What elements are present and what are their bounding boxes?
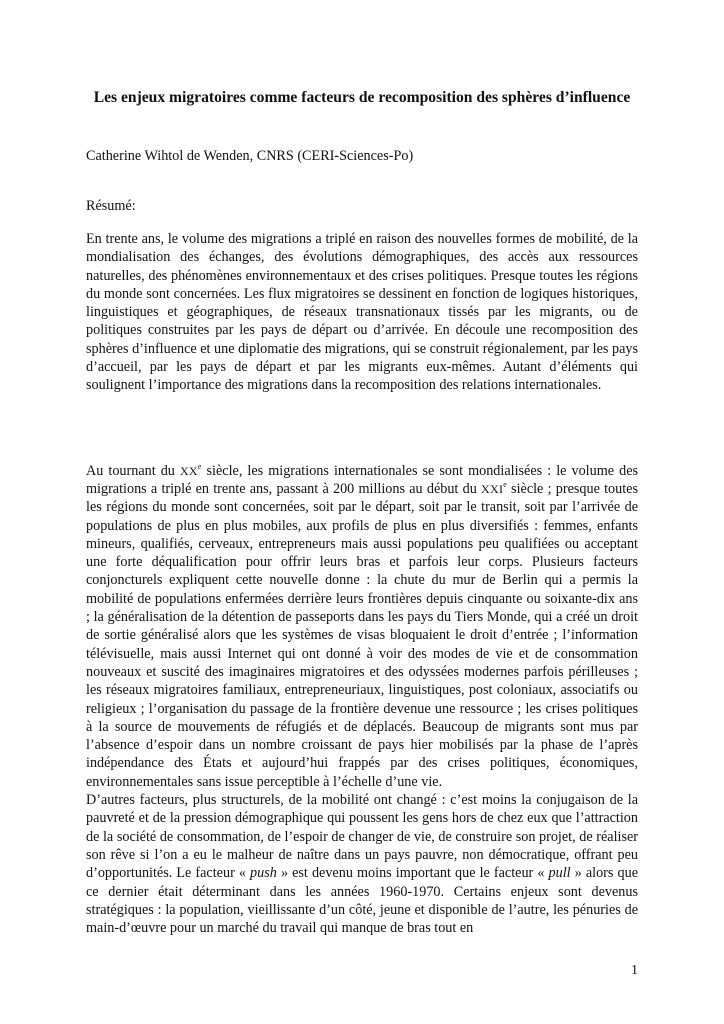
page-number: 1 — [631, 963, 638, 978]
term-pull: pull — [548, 865, 571, 882]
body-paragraph-1 — [86, 462, 638, 791]
article-title: Les enjeux migratoires comme facteurs de recomposition des sphères d’influence — [93, 89, 631, 106]
century-xx: XX — [179, 463, 198, 478]
author-line: Catherine Wihtol de Wenden, CNRS (CERI-Sciences-Po) — [86, 148, 414, 164]
century-xxi: XXI — [481, 481, 504, 496]
text-run: D’autres facteurs, plus structurels, de la mobilité ont changé : c’est moins la conjugaison de la pauvreté et de la pression démographique qui poussent les gens hors de chez eux que l’attraction de la société de consommation, de l’espoir de changer de vie, de construire son projet, de réaliser son rêve si l’on a eu le malheur de naître dans un pays pauvre, non démocratique, offrant peu d’opportunités. Le facteur « — [86, 792, 638, 882]
abstract-paragraph: En trente ans, le volume des migrations a triplé en raison des nouvelles formes de mobilité, de la mondialisation des échanges, des évolutions démographiques, des accès aux ressources naturelles, des phénomènes environnementaux et des crises politiques. Presque toutes les régions du monde sont concernées. Les flux migratoires se dessinent en fonction de logiques historiques, linguistiques et géographiques, de réseaux transnationaux tissés par les migrants, ou de politiques construites par les pays de départ ou d’arrivée. En découle une recomposition des sphères d’influence et une diplomatie des migrations, qui se construit régionalement, par les pays d’accueil, par les pays de départ et par les migrants eux-mêmes. Autant d’éléments qui soulignent l’importance des migrations dans la recomposition des relations internationales. — [86, 231, 638, 394]
text-run: siècle ; presque toutes les régions du monde sont concernées, soit par le départ, soit par le transit, soit par l’arrivée de populations de plus en plus mobiles, aux profils de plus en plus diversifiés : femmes, enfants mineurs, qualifiés, cerveaux, entrepreneurs mais aussi populations peu qualifiées ou acceptant une forte déqualification pour offrir leurs bras et parfois leur corps. Plusieurs facteurs conjoncturels expliquent cette nouvelle donne : la chute du mur de Berlin qui a permis la mobilité de populations enfermées derrière leurs frontières depuis cinquante ou soixante-dix ans ; la généralisation de la détention de passeports dans les pays du Tiers Monde, qui a créé un droit de sortie généralisé alors que les systèmes de visas bloquaient le droit d’entrée ; l’information télévisuelle, mais aussi Internet qui ont donné à voir des modes de vie et de consommation nouveaux et suscité des imaginaires migratoires et des odyssées modernes parfois périlleuses ; les réseaux migratoires familiaux, entrepreneuriaux, linguistiques, post coloniaux, associatifs ou religieux ; l’organisation du passage de la frontière devenue une ressource ; les crises politiques à la source de mouvements de réfugiés et de déplacés. Beaucoup de migrants sont mus par l’absence d’espoir dans un nombre croissant de pays hier mobilisés par la phase de l’après indépendance des États et aujourd’hui frappés par des crises politiques, économiques, environnementales sans issue perceptible à l’échelle d’une vie. — [86, 480, 638, 790]
text-run: siècle, les migrations internationales se sont mondialisées : le volume des migrations a triplé en trente ans, passant à 200 millions au début du — [86, 462, 639, 497]
abstract-label: Résumé: — [86, 198, 136, 214]
body-paragraph-2 — [86, 791, 638, 937]
superscript-e: e — [197, 461, 202, 471]
text-run: Au tournant du — [86, 462, 180, 479]
superscript-e: e — [503, 479, 507, 489]
term-push: push — [250, 865, 277, 882]
text-run: » alors que ce dernier était déterminant dans les années 1960-1970. Certains enjeux sont devenus stratégiques : la population, vieillissante d’un côté, jeune et disponible de l’autre, les pénuries de main-d’œuvre pour un marché du travail qui manque de bras tout en — [86, 865, 638, 937]
text-run: » est devenu moins important que le facteur « — [276, 865, 549, 882]
